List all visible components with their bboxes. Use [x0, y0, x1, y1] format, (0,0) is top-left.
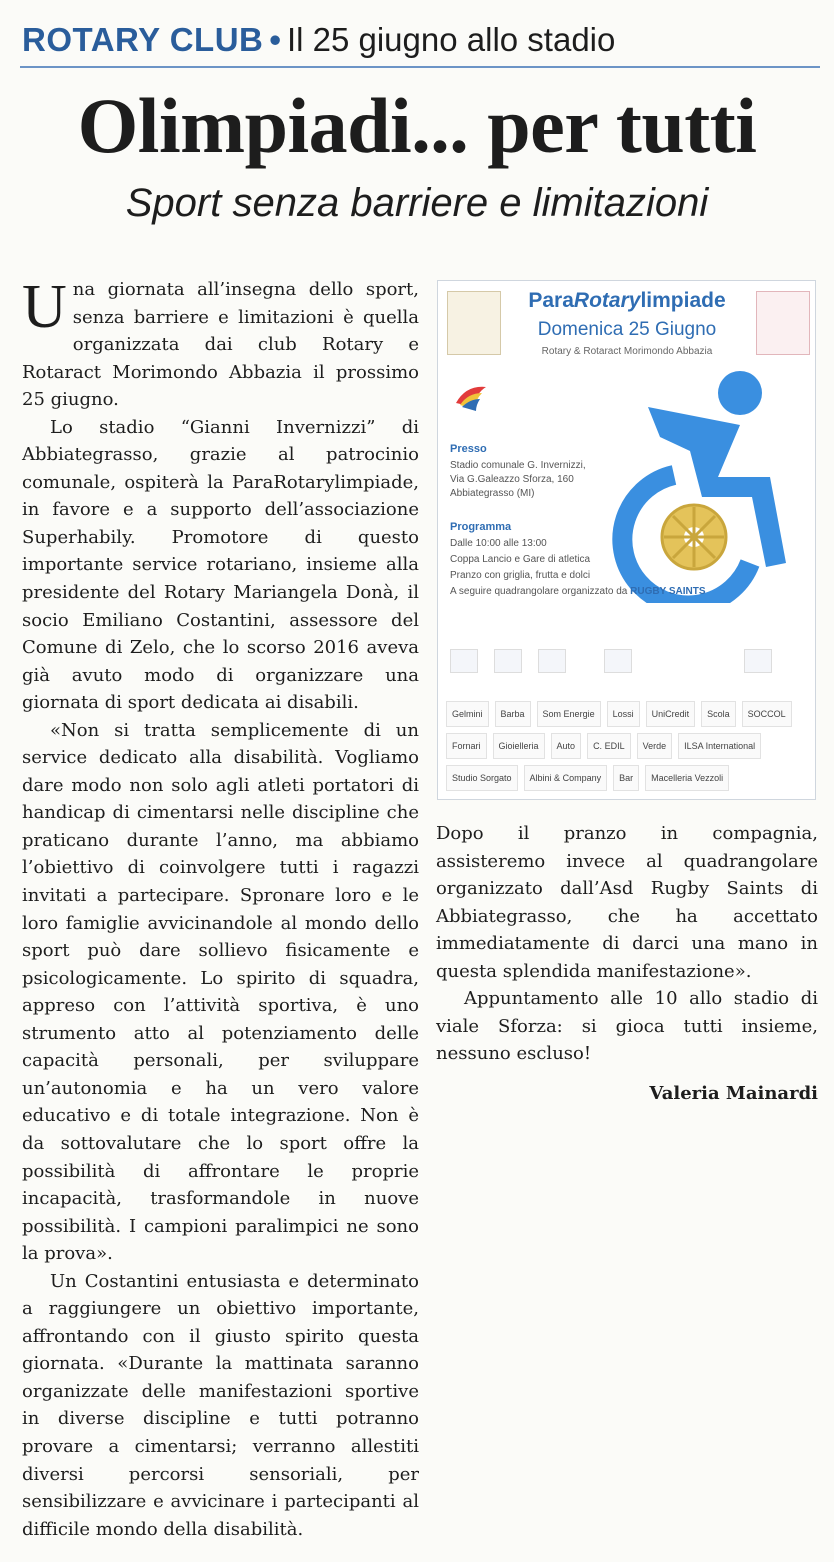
article-paragraph: «Non si tratta semplicemente di un service dedicato alla disabilità. Vogliamo dare modo non solo agli atleti portatori di handicap di cimentarsi nelle discipline che praticano durante l’anno, ma abbiamo l’obiettivo di coinvolgere tutti i ragazzi invitati a partecipare. Spronare loro e le loro famiglie avvicinandole al mondo dello sport può dare sollievo fisicamente e psicologicamente. Lo spirito di squadra, appreso con l’attività sportiva, è uno strumento atto al potenziamento delle capacità personali, per sviluppare un’autonomia e ha un vero valore educativo e di totale integrazione. Non è da sottovalutare che lo sport offre la possibilità di affrontare le proprie incapacità, trasformandole in nuove possibilità. I campioni paralimpici ne sono la prova».: [22, 719, 419, 1265]
sponsor-logo: SOCCOL: [742, 701, 792, 727]
event-poster: [437, 280, 816, 800]
sponsor-logo: Barba: [495, 701, 531, 727]
poster-title-part: limpiade: [640, 289, 726, 312]
drop-cap: U: [22, 273, 67, 341]
sponsor-logo: UniCredit: [646, 701, 696, 727]
header-rule: [20, 66, 820, 68]
venue-line: Abbiategrasso (MI): [450, 488, 535, 499]
sponsor-logo: Auto: [551, 733, 582, 759]
sponsor-logo-grid: [446, 701, 809, 791]
sponsor-logo: C. EDIL: [587, 733, 631, 759]
section-kicker: [22, 18, 822, 62]
poster-title: [498, 289, 756, 313]
program-line-highlight: RUGBY SAINTS: [630, 586, 706, 597]
sponsor-logo: Gelmini: [446, 701, 489, 727]
association-caption: [494, 399, 554, 408]
article-paragraph: Lo stadio “Gianni Invernizzi” di Abbiategrasso, grazie al patrocinio comunale, ospiterà la ParaRotarylimpiade, in favore e a supporto dell’associazione Superhabily. Promotore di questo importante service rotariano, insieme alla presidente del Rotary Mariangela Donà, il socio Emiliano Costantini, assessore del Comune di Zelo, che lo scorso 2016 aveva già avuto modo di organizzare una giornata di sport dedicata ai disabili.: [22, 416, 419, 714]
sponsor-logo: Macelleria Vezzoli: [645, 765, 729, 791]
program-line: Pranzo con griglia, frutta e dolci: [450, 570, 591, 581]
sponsor-logo: Albini & Company: [524, 765, 608, 791]
partner-logo: [604, 649, 632, 673]
sponsor-logo: Verde: [637, 733, 673, 759]
kicker-separator: •: [269, 21, 281, 58]
poster-organizers: Rotary & Rotaract Morimondo Abbazia: [541, 346, 713, 357]
program-line-text: A seguire quadrangolare organizzato da: [450, 586, 628, 597]
rotary-club-logo: [447, 291, 501, 355]
sponsor-logo: Gioielleria: [493, 733, 545, 759]
venue-line: Stadio comunale G. Invernizzi,: [450, 460, 586, 471]
author-byline: Valeria Mainardi: [649, 1082, 818, 1104]
headline: Olimpiadi... per tutti: [77, 82, 757, 169]
sponsor-logo: Scola: [701, 701, 736, 727]
program-line: Coppa Lancio e Gare di atletica: [450, 554, 591, 565]
sponsor-logo: ILSA International: [678, 733, 761, 759]
poster-title-part: Rotary: [573, 289, 641, 312]
kicker-topic: Il 25 giugno allo stadio: [286, 21, 616, 58]
subheadline: Sport senza barriere e limitazioni: [125, 181, 709, 225]
sponsor-logo: Lossi: [607, 701, 640, 727]
rotaract-logo: [756, 291, 810, 355]
program-label: Programma: [450, 521, 512, 533]
sponsor-logo: Bar: [613, 765, 639, 791]
program-line: Dalle 10:00 alle 13:00: [450, 538, 547, 549]
partner-logo: [494, 649, 522, 673]
article-paragraph: Dopo il pranzo in compagnia, assisteremo invece al quadrangolare organizzato dall’Asd Rugby Saints di Abbiategrasso, che ha accettato immediatamente di darci una mano in questa splendida manifestazione».: [436, 823, 818, 982]
program-line: [450, 585, 706, 598]
venue-label: Presso: [450, 443, 487, 455]
article-paragraph: Appuntamento alle 10 allo stadio di viale Sforza: si gioca tutti insieme, nessuno escluso!: [436, 988, 818, 1065]
partner-logo: [450, 649, 478, 673]
partner-logo: [744, 649, 772, 673]
kicker-club: ROTARY CLUB: [22, 21, 264, 58]
superhabily-logo-icon: [452, 377, 492, 417]
partner-logos: [448, 649, 808, 679]
paragraph-text: na giornata all’insegna dello sport, senza barriere e limitazioni è quella organizzata dai club Rotary e Rotaract Morimondo Abbazia il prossimo 25 giugno.: [22, 279, 419, 411]
article-paragraph: [22, 273, 419, 414]
article-column-left: [22, 273, 419, 1543]
partner-logo: [538, 649, 566, 673]
sponsor-logo: Fornari: [446, 733, 487, 759]
poster-title-part: Para: [528, 289, 574, 312]
article-paragraph: Un Costantini entusiasta e determinato a raggiungere un obiettivo importante, affrontando con il giusto spirito questa giornata. «Durante la mattinata saranno organizzate delle manifestazioni sportive in diverse discipline e tutti potranno provare a cimentarsi; verranno allestiti diversi percorsi sensoriali, per sensibilizzare e avvicinare i partecipanti al difficile mondo della disabilità.: [22, 1270, 419, 1540]
poster-date: Domenica 25 Giugno: [537, 319, 717, 340]
sponsor-logo: Studio Sorgato: [446, 765, 518, 791]
accessibility-wheelchair-icon: [590, 367, 812, 603]
sponsor-logo: Som Energie: [537, 701, 601, 727]
article-column-right: [436, 820, 818, 1107]
venue-line: Via G.Galeazzo Sforza, 160: [450, 474, 574, 485]
